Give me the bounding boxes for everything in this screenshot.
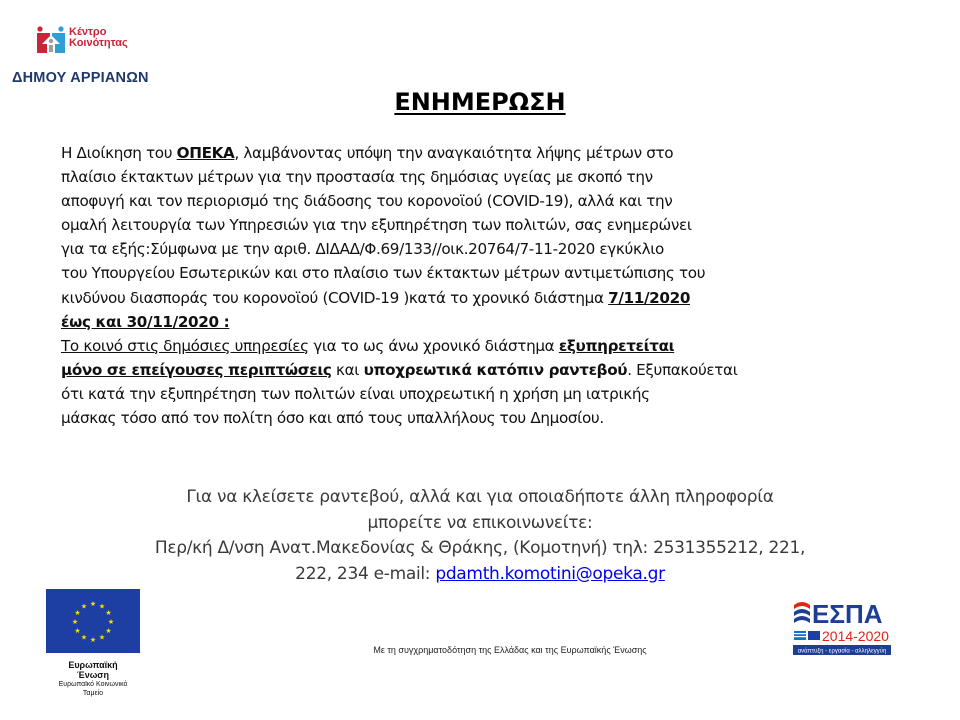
email-link[interactable]: pdamth.komotini@opeka.gr xyxy=(435,563,665,584)
svg-text:★: ★ xyxy=(71,618,79,626)
page-title: ΕΝΗΜΕΡΩΣΗ xyxy=(394,88,566,116)
body-line: ομαλή λειτουργία των Υπηρεσιών για την εξυπηρέτηση των πολιτών, σας ενημερώνει xyxy=(61,216,692,235)
svg-text:★: ★ xyxy=(74,609,81,617)
svg-text:★: ★ xyxy=(107,618,115,626)
text: κινδύνου διασποράς του κορονοϊού (COVID-19 )κατά το χρονικό διάστημα xyxy=(61,288,609,307)
eu-caption-line: Ευρωπαϊκό Κοινωνικό xyxy=(58,681,128,688)
start-date: 7/11/2020 xyxy=(608,288,691,307)
body-line xyxy=(61,141,921,165)
eu-caption xyxy=(40,660,146,698)
svg-text:★: ★ xyxy=(105,627,112,635)
eu-caption-line: Ευρωπαϊκή xyxy=(68,660,118,670)
logo-text-line1: Κέντρο xyxy=(69,26,107,38)
text: . Εξυπακούεται xyxy=(627,360,738,379)
eu-caption-line: Ταμείο xyxy=(82,690,104,697)
text: , λαμβάνοντας υπόψη την αναγκαιότητα λήψης μέτρων στο xyxy=(234,144,674,162)
espa-slogan: ανάπτυξη - εργασία - αλληλεγγύη xyxy=(797,648,887,655)
logo-text-line2: Κοινότητας xyxy=(69,37,128,49)
text: για το ως άνω χρονικό διάστημα xyxy=(308,336,559,355)
eu-flag-icon xyxy=(46,589,140,653)
espa-title: ΕΣΠΑ xyxy=(812,599,883,629)
text: και xyxy=(331,360,364,379)
body-line xyxy=(61,286,921,310)
public-label: Το κοινό στις δημόσιες υπηρεσίες xyxy=(61,336,309,355)
svg-text:★: ★ xyxy=(80,602,88,611)
text: 222, 234 e-mail: xyxy=(295,563,436,584)
body-line: αποφυγή και τον περιορισμό της διάδοσης του κορονοϊού (COVID-19), αλλά και την xyxy=(61,192,673,211)
svg-text:★: ★ xyxy=(80,633,88,642)
appointment-emphasis: υποχρεωτικά κατόπιν ραντεβού xyxy=(363,360,628,379)
municipality-name: ΔΗΜΟΥ ΑΡΡΙΑΝΩΝ xyxy=(12,70,149,86)
svg-text:★: ★ xyxy=(89,600,97,608)
svg-text:★: ★ xyxy=(105,609,112,617)
community-center-icon xyxy=(36,26,66,54)
contact-info xyxy=(40,485,920,587)
contact-phone-line: Περ/κή Δ/νση Ανατ.Μακεδονίας & Θράκης, (Κομοτηνή) τηλ: 2531355212, 221, xyxy=(154,538,806,558)
emergency-emphasis: μόνο σε επείγουσες περιπτώσεις xyxy=(61,360,332,379)
body-line: μάσκας τόσο από τον πολίτη όσο και από τους υπαλλήλους του Δημοσίου. xyxy=(61,409,604,428)
served-emphasis: εξυπηρετείται xyxy=(558,336,675,355)
espa-years: 2014-2020 xyxy=(822,628,889,644)
body-line: για τα εξής:Σύμφωνα με την αριθ. ΔΙΔΑΔ/Φ.69/133//οικ.20764/7-11-2020 εγκύκλιο xyxy=(61,240,664,259)
svg-text:★: ★ xyxy=(98,633,106,642)
text: Η Διοίκηση του xyxy=(61,144,177,162)
espa-logo-icon xyxy=(792,599,892,669)
body-line: ότι κατά την εξυπηρέτηση των πολιτών είναι υποχρεωτική η χρήση μη ιατρικής xyxy=(61,384,650,403)
body-line xyxy=(61,358,921,382)
espa-logo xyxy=(792,599,892,669)
body-line: πλαίσιο έκτακτων μέτρων για την προστασία της δημόσιας υγείας με σκοπό την xyxy=(61,168,653,187)
body-line: του Υπουργείου Εσωτερικών και στο πλαίσιο των έκτακτων μέτρων αντιμετώπισης του xyxy=(61,264,706,283)
svg-text:★: ★ xyxy=(74,627,81,635)
end-date: έως και 30/11/2020 : xyxy=(61,312,230,331)
community-center-logo-text xyxy=(69,27,128,49)
contact-line xyxy=(40,562,920,588)
contact-line: μπορείτε να επικοινωνείτε: xyxy=(367,512,593,533)
announcement-body xyxy=(61,141,921,430)
opeka-highlight: ΟΠΕΚΑ xyxy=(176,144,235,162)
community-center-logo xyxy=(36,26,140,56)
svg-text:★: ★ xyxy=(98,602,106,611)
svg-text:★: ★ xyxy=(89,636,97,644)
cofunding-note: Με τη συγχρηματοδότηση της Ελλάδας και της Ευρωπαϊκής Ένωσης xyxy=(373,645,647,655)
body-line xyxy=(61,334,921,358)
eu-caption-line: Ένωση xyxy=(77,670,109,680)
contact-line: Για να κλείσετε ραντεβού, αλλά και για οποιαδήποτε άλλη πληροφορία xyxy=(186,487,774,507)
